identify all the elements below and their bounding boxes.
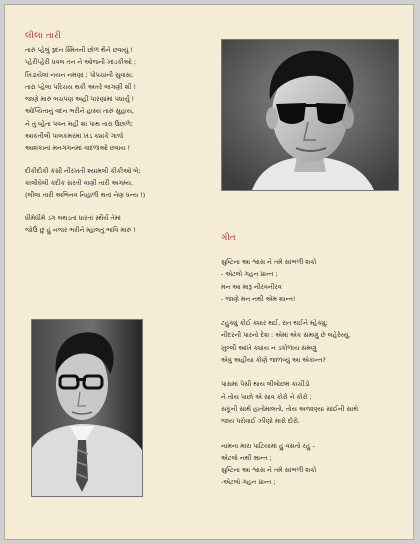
poem-line: નીંદરની પારનો દેશ : એમાં એક સમણું છે લહેરેય્યું. xyxy=(221,331,351,340)
left-stanza-3 xyxy=(25,212,145,237)
right-stanza-3 xyxy=(221,378,358,427)
poem-line: ને તોય પાછો એ સાવ કોરો ને કોરો ; xyxy=(221,392,312,401)
poem-line: ઓપ્યિતાનું વદન ભરીને હાસ્ય તારું સુહાય, xyxy=(25,107,135,116)
left-poem-body xyxy=(25,44,145,246)
poem-line: એવું અહીંયા કોણે જાળવ્યું આ એકાન્ત? xyxy=(221,356,326,365)
poem-line: કાલીઘેલી કદીક સરતી વાણી તારી અગમ્ય. xyxy=(25,178,133,187)
poem-line: જાણે મારું બચપણ અહીં પારણામાં પધાર્યું ! xyxy=(25,95,135,104)
poem-line: તારું પ્હેલું રૂદન સ્મિતની છોળ થૈને છવાયું ! xyxy=(25,46,133,54)
poem-line: મન આ મારૂં નીરવનીરવ xyxy=(221,282,282,291)
poem-line: પ્હેરીપ્હેરી ધવલ તન ને ઓજની ખાંડકીઓ ; xyxy=(25,58,136,67)
poem-line: પાસમાં પેસી થાય લીલોછમ કાચીંડો xyxy=(221,380,310,389)
poem-line: ને તું વ્હેતા પવન મહીં શા પાથ તારા ઉછાળે; xyxy=(25,119,134,128)
poem-line: ટહુક્યું કોઈ ક્યાર થઈ, રાત થઈને મ્હેક્યું; xyxy=(221,319,328,328)
right-poem-body xyxy=(221,256,358,499)
poem-line: - એટલો ગહન પ્રાન્ત ; xyxy=(221,270,278,279)
poem-line: જોઉં છું હું નજર ભરીને મ્હાલતું ભાવિ મારું ! xyxy=(25,225,136,234)
poem-line: સુષ્ટિના આ શ્વાસ ને તમે સાંભળી શકો xyxy=(221,466,317,475)
poem-line: ખુલ્લી આંખે ક્યાંય ન ડકોળાય સમણું xyxy=(221,343,317,352)
left-stanza-2 xyxy=(25,165,145,202)
poem-line: (લીલા તારી અભિનવ નિહાળી થતાં નેણ ધન્ય !) xyxy=(25,191,146,200)
poem-line: સકૂની સાથે હ્રાતોમાલતો, તોય અજાણ્યા સાંઈની સાથે xyxy=(221,404,359,413)
poem-line: નામના મારા પાટિયામાં હું વસતો રહું - xyxy=(221,441,315,450)
poem-line: આશંકાનાં મનગગનમાં વાદળાંઓ છવાય ! xyxy=(25,144,131,153)
poem-line: એટલો નથી ભ્રાન્ત ; xyxy=(221,453,272,462)
right-stanza-1 xyxy=(221,256,358,305)
poem-line: આંકતીલી પાલકમરમાં ખંડ ક્યાંકે ગાજે xyxy=(25,132,124,141)
left-poem-title: લીલા તારી xyxy=(25,31,62,41)
right-stanza-4 xyxy=(221,440,358,489)
right-stanza-2 xyxy=(221,317,358,366)
portrait-suit-photo xyxy=(31,319,143,497)
poem-line: તારા પ્હેલા પરિચય થકી અંતરે લાગણી શી ! xyxy=(25,82,137,91)
poem-line: ખિડાયેલાં નયન નમણાં ; પોપચાંની સુવાસ; xyxy=(25,70,134,79)
poem-line: જાય પરોવાઈ ઝીણો મારો દોરો. xyxy=(221,417,300,426)
left-stanza-1 xyxy=(25,44,145,155)
poem-line: - જાણે મન નથી એમ શાન્ત! xyxy=(221,294,296,303)
portrait-sunglasses-photo xyxy=(221,39,399,191)
poem-line: ધીમેધીમે ડગ લથડતાં ધારતાં સ્થૈર્ય તેમાં xyxy=(25,213,121,222)
magazine-page xyxy=(4,4,414,540)
poem-line: -એટલો ગહન પ્રાન્ત ; xyxy=(221,478,276,487)
right-poem-title: ગીત xyxy=(221,233,236,243)
poem-line: સુષ્ટિના આ શ્વાસ ને તમે સાંભળી શકો xyxy=(221,258,317,266)
poem-line: દીકીદીકી કંસી નીરખતી શ્યામલી કીકીઓ બે; xyxy=(25,166,141,175)
